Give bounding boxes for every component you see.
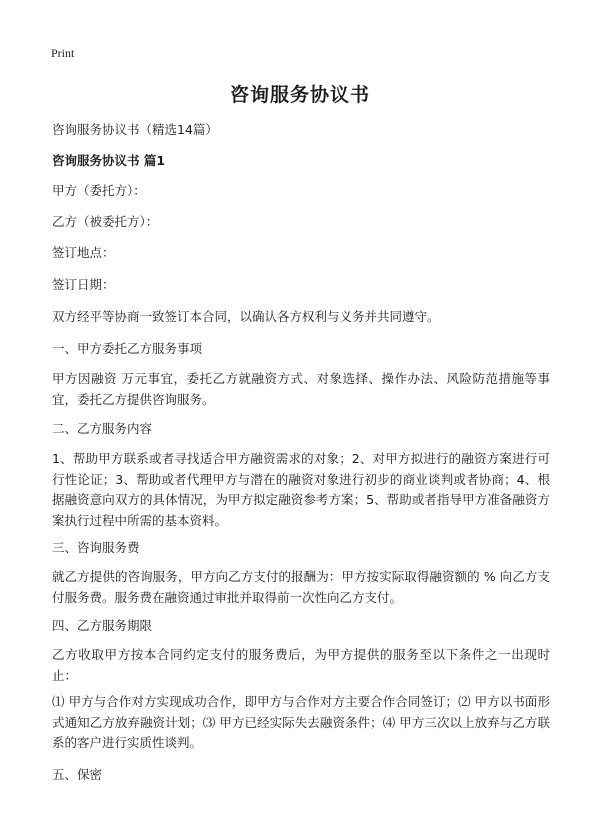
intro-paragraph: 双方经平等协商一致签订本合同，以确认各方权利与义务并共同遵守。 (52, 309, 440, 324)
heading-2: 二、乙方服务内容 (52, 421, 153, 436)
heading-3: 三、咨询服务费 (52, 540, 140, 555)
document-title: 咨询服务协议书 (229, 84, 370, 106)
paragraph-4: 乙方收取甲方按本合同约定支付的服务费后，为甲方提供的服务至以下条件之一出现时止： (52, 647, 550, 683)
heading-4: 四、乙方服务期限 (52, 618, 153, 633)
heading-1: 一、甲方委托乙方服务事项 (52, 341, 203, 356)
paragraph-1: 甲方因融资 万元事宜，委托乙方就融资方式、对象选择、操作办法、风险防范措施等事宜，委托乙方提供咨询服务。 (52, 371, 550, 407)
party-b-line: 乙方（被委托方）： (52, 214, 159, 229)
paragraph-3: 就乙方提供的咨询服务，甲方向乙方支付的报酬为：甲方按实际取得融资额的 % 向乙方支付服务费。服务费在融资通过审批并取得前一次性向乙方支付。 (52, 569, 550, 605)
paragraph-2: 1、帮助甲方联系或者寻找适合甲方融资需求的对象；2、对甲方拟进行的融资方案进行可行性论证；3、帮助或者代理甲方与潜在的融资对象进行初步的商业谈判或者协商；4、根据融资意向双方的具体情况，为甲方拟定融资参考方案；5、帮助或者指导甲方准备融资方案执行过程中所需的基本资料。 (52, 451, 550, 528)
paragraph-5: ⑴ 甲方与合作对方实现成功合作，即甲方与合作对方主要合作合同签订；⑵ 甲方以书面形式通知乙方放弃融资计划；⑶ 甲方已经实际失去融资条件；⑷ 甲方三次以上放弃与乙方联系的客户进行实质性谈判。 (52, 694, 550, 750)
sign-date-line: 签订日期： (52, 277, 115, 292)
print-label: Print (51, 46, 75, 60)
party-a-line: 甲方（委托方）： (52, 183, 146, 198)
heading-5: 五、保密 (52, 767, 103, 782)
sign-place-line: 签订地点： (52, 245, 115, 260)
section-heading: 咨询服务协议书 篇1 (52, 153, 166, 168)
document-subtitle: 咨询服务协议书（精选14篇） (52, 122, 218, 137)
